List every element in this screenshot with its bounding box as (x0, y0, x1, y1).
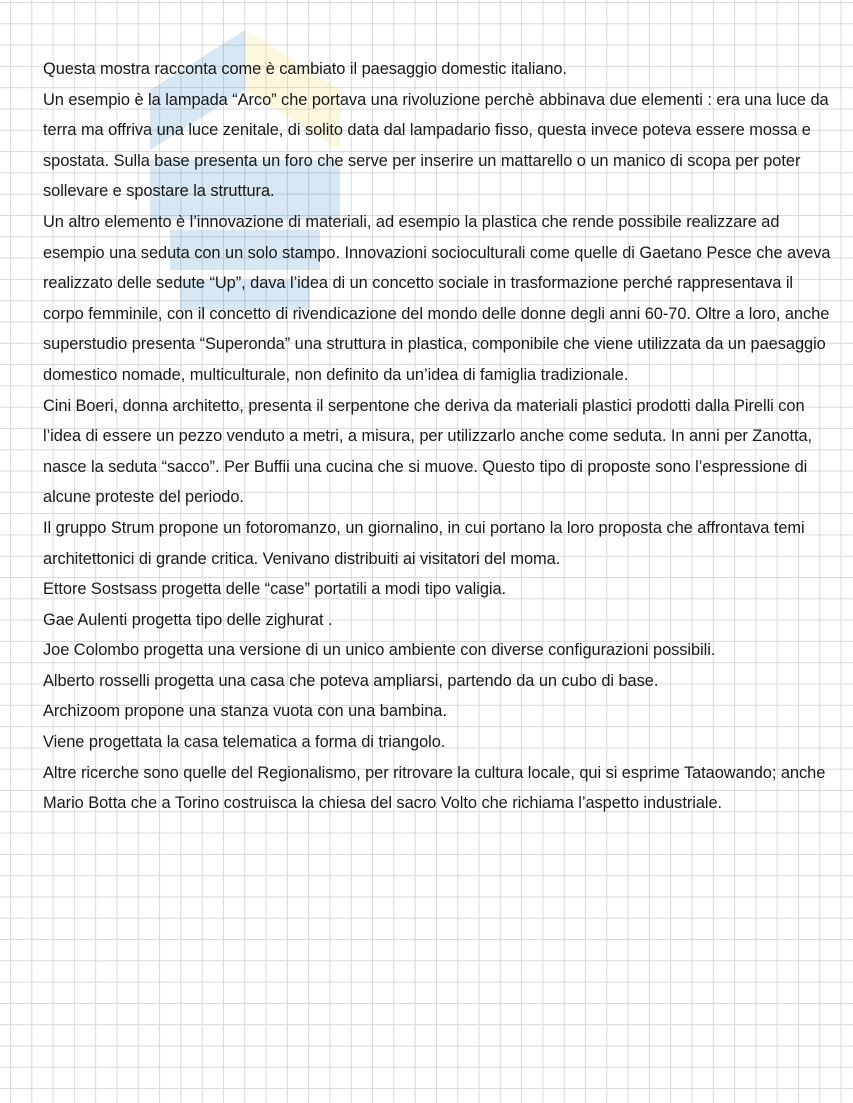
paragraph-gruppo-strum: Il gruppo Strum propone un fotoromanzo, un giornalino, in cui portano la loro proposta che affrontava temi architettonici di grande critica. Venivano distribuiti ai visitatori del moma. (43, 518, 805, 568)
paragraph-intro: Questa mostra racconta come è cambiato il paesaggio domestic italiano. (43, 60, 568, 78)
paragraph-joe-colombo: Joe Colombo progetta una versione di un unico ambiente con diverse configurazioni possibili. (43, 641, 716, 660)
paragraph-arco-lamp: Un esempio è la lampada “Arco” che portava una rivoluzione perchè abbinava due elementi : era una luce da terra ma offriva una luce zenitale, di solito data dal lampadario fisso, questa invece poteva essere mossa e spostata. Sulla base presenta un foro che serve per inserire un mattarello o un manico di scopa per poter sollevare e spostare la struttura. (43, 90, 829, 201)
paragraph-aulenti: Gae Aulenti progetta tipo delle zighurat . (43, 610, 333, 629)
paragraph-casa-telematica: Viene progettata la casa telematica a forma di triangolo. (43, 733, 446, 752)
document-text (43, 54, 833, 819)
paragraph-rosselli: Alberto rosselli progetta una casa che poteva ampliarsi, partendo da un cubo di base. (43, 671, 659, 690)
paragraph-materials-innovation: Un altro elemento è l’innovazione di materiali, ad esempio la plastica che rende possibile realizzare ad esempio una seduta con un solo stampo. Innovazioni socioculturali come quelle di Gaetano Pesce che aveva realizzato delle sedute “Up”, dava l’idea di un concetto sociale in trasformazione perché rappresentava il corpo femminile, con il concetto di rivendicazione del mondo delle donne degli anni 60-70. Oltre a loro, anche superstudio presenta “Superonda” una struttura in plastica, componibile che viene utilizzata da un paesaggio domestico nomade, multiculturale, non definito da un’idea di famiglia tradizionale. (43, 212, 831, 384)
paragraph-sottsass: Ettore Sostsass progetta delle “case” portatili a modi tipo valigia. (43, 580, 507, 599)
paragraph-regionalismo: Altre ricerche sono quelle del Regionalismo, per ritrovare la cultura locale, qui si esprime Tataowando; anche Mario Botta che a Torino costruisca la chiesa del sacro Volto che richiama l’aspetto industriale. (43, 763, 826, 813)
paragraph-cini-boeri: Cini Boeri, donna architetto, presenta il serpentone che deriva da materiali plastici prodotti dalla Pirelli con l’idea di essere un pezzo venduto a metri, a misura, per utilizzarlo anche come seduta. In anni per Zanotta, nasce la seduta “sacco”. Per Buffii una cucina che si muove. Questo tipo di proposte sono l’espressione di alcune proteste del periodo. (43, 396, 813, 507)
paragraph-archizoom: Archizoom propone una stanza vuota con una bambina. (43, 702, 447, 721)
